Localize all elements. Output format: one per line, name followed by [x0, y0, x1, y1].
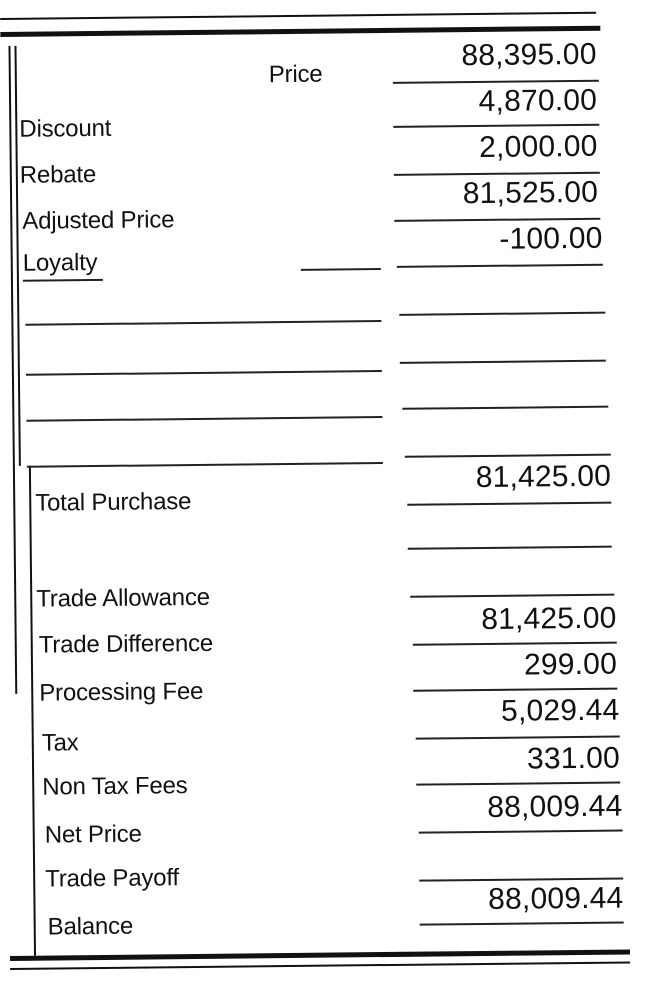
top-rule-thin	[0, 12, 596, 20]
bottom-rule-thin	[10, 961, 630, 969]
price-value: 88,395.00	[461, 37, 597, 73]
total-purchase-underline	[407, 502, 611, 506]
discount-value: 4,870.00	[478, 83, 598, 118]
processing-fee-underline	[413, 688, 617, 692]
processing-fee-value: 299.00	[523, 647, 618, 682]
blank-line-3-right	[402, 406, 608, 410]
blank-line-3-left	[26, 416, 382, 422]
rebate-value: 2,000.00	[479, 129, 598, 164]
net-price-value: 88,009.44	[487, 789, 623, 824]
tax-label: Tax	[41, 729, 79, 757]
discount-label: Discount	[19, 114, 112, 143]
blank-line-4-left	[27, 462, 383, 468]
trade-allowance-value	[404, 554, 614, 556]
adjusted-price-label: Adjusted Price	[22, 206, 175, 235]
adjusted-price-value: 81,525.00	[462, 175, 599, 211]
non-tax-fees-value: 331.00	[526, 741, 621, 776]
loyalty-label: Loyalty	[22, 248, 98, 277]
trade-difference-label: Trade Difference	[38, 629, 214, 659]
tax-underline	[416, 736, 620, 740]
blank-line-4-right	[405, 454, 611, 458]
net-price-label: Net Price	[44, 820, 142, 849]
total-purchase-value: 81,425.00	[475, 459, 612, 495]
processing-fee-label: Processing Fee	[39, 677, 204, 707]
blank-line-1-left	[25, 320, 381, 326]
price-label: Price	[268, 60, 323, 89]
loyalty-value-underline	[397, 264, 603, 268]
trade-payoff-value	[413, 836, 623, 838]
bottom-rule-thick	[10, 949, 630, 960]
blank-line-2-right	[400, 360, 606, 364]
net-price-underline	[419, 830, 623, 834]
rebate-label: Rebate	[19, 161, 97, 189]
trade-allowance-underline	[410, 594, 614, 598]
blank-line-1-right	[399, 312, 605, 316]
non-tax-fees-label: Non Tax Fees	[42, 772, 188, 801]
left-border-inner	[14, 46, 20, 466]
left-border-lower	[29, 466, 36, 956]
balance-label: Balance	[47, 912, 134, 941]
trade-payoff-label: Trade Payoff	[45, 864, 180, 893]
trade-allowance-label: Trade Allowance	[36, 583, 210, 613]
loyalty-value: -100.00	[499, 221, 603, 256]
tax-value: 5,029.44	[500, 693, 620, 728]
trade-difference-value: 81,425.00	[481, 601, 617, 636]
discount-underline	[393, 124, 599, 128]
blank-line-2-left	[26, 370, 382, 376]
loyalty-mid-underline	[301, 268, 381, 271]
top-rule-thick	[0, 26, 600, 37]
trade-difference-underline	[413, 642, 617, 646]
balance-value: 88,009.44	[488, 881, 624, 916]
loyalty-label-underline	[23, 279, 103, 282]
non-tax-fees-underline	[416, 782, 620, 786]
spacer-underline	[408, 546, 612, 550]
total-purchase-label: Total Purchase	[35, 488, 192, 517]
balance-underline	[420, 922, 624, 926]
